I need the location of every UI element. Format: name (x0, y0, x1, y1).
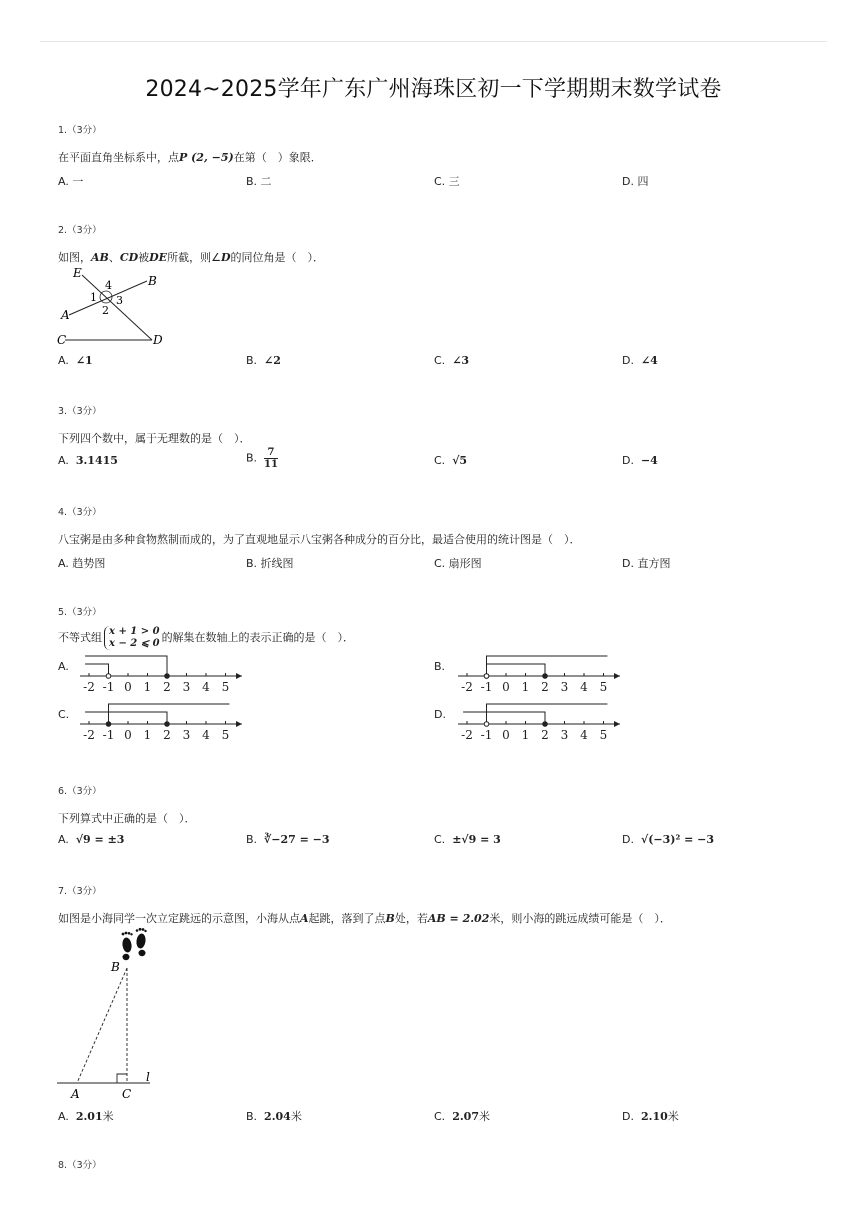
axis-tick-label: 1 (521, 680, 530, 694)
axis-tick-label: -2 (83, 728, 95, 742)
question-stem: 八宝粥是由多种食物熬制而成的，为了直观地显示八宝粥各种成分的百分比，最适合使用的统计图是（ ）． (58, 533, 581, 546)
option-c[interactable] (434, 1108, 490, 1124)
axis-tick-label: -2 (461, 728, 473, 742)
inequality-line: x + 1 > 0 (109, 626, 160, 637)
option-letter: C. (434, 1110, 446, 1123)
question-number: 1.（3分） (58, 125, 102, 136)
axis-tick-label: -2 (83, 680, 95, 694)
label-2: 2 (102, 304, 109, 317)
option-math: ±√9 = 3 (452, 833, 501, 846)
option-d[interactable] (622, 454, 658, 467)
solution-bracket (463, 712, 545, 724)
option-letter: D. (622, 833, 634, 846)
axis-tick-label: 3 (182, 680, 191, 694)
option-letter: B. (246, 354, 258, 367)
option-math: 2.07 (452, 1110, 479, 1123)
option-letter: A. (58, 833, 69, 846)
stem-text: 所截，则∠ (167, 251, 221, 264)
option-letter: C. (434, 354, 446, 367)
option-d[interactable]: D. 直方图 (622, 557, 671, 570)
solution-bracket (487, 704, 608, 724)
label-b: B (111, 960, 120, 974)
question-number: 3.（3分） (58, 406, 102, 417)
option-math: 2.01 (75, 1110, 103, 1123)
axis-arrow-icon (614, 673, 620, 679)
option-a-letter[interactable]: A. (58, 660, 69, 673)
inequality-system (104, 626, 160, 650)
fraction-denominator: 11 (264, 459, 278, 470)
solution-bracket (487, 664, 546, 676)
axis-tick-label: 2 (541, 680, 549, 694)
option-c-letter[interactable]: C. (58, 708, 70, 721)
label-a: A (61, 308, 70, 322)
axis-tick-label: 3 (560, 728, 569, 742)
option-c[interactable]: C. 三 (434, 175, 460, 188)
option-d[interactable] (622, 833, 714, 846)
number-line-b[interactable] (458, 650, 628, 698)
axis-tick-label: 4 (580, 680, 588, 694)
option-math: √9 = ±3 (75, 833, 125, 846)
math-var: CD (119, 251, 139, 264)
label-e: E (73, 266, 82, 280)
option-a[interactable]: A. 趋势图 (58, 557, 106, 570)
axis-tick-label: 5 (599, 680, 608, 694)
option-b[interactable] (246, 833, 330, 846)
unit: 米 (478, 1110, 490, 1123)
page-title: 2024~2025学年广东广州海珠区初一下学期期末数学试卷 (145, 77, 722, 102)
option-math: −4 (640, 454, 658, 467)
stem-text: 米，则小海的跳远成绩可能是（ ）． (489, 912, 671, 925)
option-d[interactable]: D. 四 (622, 175, 649, 188)
axis-tick-label: -1 (480, 728, 493, 742)
option-d[interactable] (622, 354, 658, 367)
option-math: ∠1 (75, 354, 93, 367)
axis-arrow-icon (236, 721, 242, 727)
label-1: 1 (90, 291, 97, 304)
solution-bracket (85, 656, 167, 676)
question-stem (58, 149, 322, 165)
option-math: √(−3)² = −3 (640, 833, 715, 846)
axis-tick-label: 4 (202, 728, 210, 742)
axis-tick-label: -1 (102, 680, 115, 694)
stem-text: 在第（ ）象限． (233, 151, 322, 164)
axis-tick-label: 2 (163, 680, 171, 694)
axis-tick-label: 1 (143, 680, 152, 694)
question-number: 4.（3分） (58, 507, 102, 518)
option-b[interactable]: B. 折线图 (246, 557, 294, 570)
unit: 米 (290, 1110, 302, 1123)
open-point (106, 674, 111, 679)
closed-point (543, 674, 548, 679)
axis-arrow-icon (236, 673, 242, 679)
footprints-icon (121, 928, 146, 960)
question-number: 6.（3分） (58, 786, 102, 797)
option-letter: B. (246, 451, 258, 465)
option-letter: C. (434, 454, 446, 467)
option-letter: D. (622, 1110, 634, 1123)
option-letter: A. (58, 354, 69, 367)
label-c: C (122, 1087, 132, 1101)
unit: 米 (102, 1110, 114, 1123)
fraction (264, 447, 278, 470)
label-c: C (57, 333, 67, 347)
option-d-letter[interactable]: D. (434, 708, 446, 721)
option-c[interactable] (434, 833, 501, 846)
option-b[interactable] (246, 447, 278, 470)
angle-figure (55, 263, 175, 348)
option-math: 2.04 (264, 1110, 291, 1123)
math-var: DE (149, 251, 168, 264)
option-math: ∠3 (452, 354, 470, 367)
label-l: l (146, 1070, 150, 1084)
option-math: 2.10 (640, 1110, 668, 1123)
closed-point (165, 722, 170, 727)
inequality-line: x − 2 ⩽ 0 (109, 638, 160, 649)
math-var: AB = 2.02 (427, 912, 490, 925)
number-line-d[interactable] (458, 698, 628, 746)
axis-tick-label: 5 (221, 680, 230, 694)
option-a[interactable] (58, 454, 118, 467)
option-d[interactable] (622, 1108, 679, 1124)
open-point (484, 722, 489, 727)
option-b[interactable]: B. 二 (246, 175, 272, 188)
option-a[interactable] (58, 833, 124, 846)
solution-bracket (487, 656, 608, 676)
axis-tick-label: 0 (124, 728, 132, 742)
option-math: 3.1415 (75, 454, 118, 467)
number-line-c[interactable] (80, 698, 250, 746)
option-letter: D. (622, 454, 634, 467)
fraction-numerator: 7 (267, 447, 275, 458)
axis-arrow-icon (614, 721, 620, 727)
math-var: A (300, 912, 309, 925)
stem-text: 在平面直角坐标系中，点 (58, 151, 179, 164)
option-a[interactable]: A. 一 (58, 175, 84, 188)
option-letter: D. (622, 354, 634, 367)
option-a[interactable] (58, 1108, 114, 1124)
long-jump-figure (55, 926, 165, 1101)
axis-tick-label: 4 (202, 680, 210, 694)
option-b[interactable] (246, 354, 281, 367)
stem-text: 处，若 (394, 912, 428, 925)
option-c[interactable]: C. 扇形图 (434, 557, 482, 570)
option-letter: C. (434, 833, 446, 846)
axis-tick-label: 2 (163, 728, 171, 742)
axis-tick-label: 4 (580, 728, 588, 742)
question-number: 5.（3分） (58, 607, 102, 618)
option-letter: A. (58, 454, 69, 467)
solution-bracket (109, 704, 230, 724)
label-a: A (71, 1087, 80, 1101)
unit: 米 (667, 1110, 679, 1123)
stem-text: 不等式组 (58, 631, 102, 644)
math-var: AB (91, 251, 109, 264)
stem-text: 如图， (58, 251, 91, 264)
option-b-letter[interactable]: B. (434, 660, 446, 673)
stem-text: 如图是小海同学一次立定跳远的示意图，小海从点 (58, 912, 300, 925)
axis-tick-label: 2 (541, 728, 549, 742)
solution-bracket (85, 712, 167, 724)
option-letter: B. (246, 833, 258, 846)
closed-point (165, 674, 170, 679)
axis-tick-label: 5 (599, 728, 608, 742)
question-stem (58, 626, 354, 650)
axis-tick-label: 5 (221, 728, 230, 742)
math-var: D (220, 251, 231, 264)
label-d: D (153, 333, 163, 347)
option-math: ∠4 (640, 354, 658, 367)
question-number: 2.（3分） (58, 225, 102, 236)
option-c[interactable] (434, 454, 467, 467)
axis-tick-label: -1 (102, 728, 115, 742)
question-stem: 下列四个数中，属于无理数的是（ ）． (58, 432, 251, 445)
option-math: √5 (452, 454, 468, 467)
stem-text: 、 (108, 251, 120, 264)
closed-point (543, 722, 548, 727)
label-3: 3 (116, 294, 123, 307)
stem-text: 被 (138, 251, 150, 264)
closed-point (106, 722, 111, 727)
axis-tick-label: 0 (502, 680, 510, 694)
question-stem: 下列算式中正确的是（ ）． (58, 812, 196, 825)
option-math: ∠2 (264, 354, 281, 367)
math-var: B (385, 912, 395, 925)
axis-tick-label: 0 (502, 728, 510, 742)
option-math: ∛−27 = −3 (264, 833, 330, 846)
question-number: 8.（3分） (58, 1160, 102, 1171)
axis-tick-label: 1 (143, 728, 152, 742)
axis-tick-label: 0 (124, 680, 132, 694)
math-point: P (2, −5) (179, 151, 234, 164)
option-a[interactable] (58, 354, 93, 367)
option-c[interactable] (434, 354, 469, 367)
open-point (484, 674, 489, 679)
label-4: 4 (105, 279, 112, 292)
axis-tick-label: -1 (480, 680, 493, 694)
question-number: 7.（3分） (58, 886, 102, 897)
stem-text: 的同位角是（ ）． (230, 251, 324, 264)
axis-tick-label: 3 (182, 728, 191, 742)
option-letter: A. (58, 1110, 69, 1123)
stem-text: 起跳，落到了点 (308, 912, 386, 925)
question-stem (58, 910, 671, 926)
option-b[interactable] (246, 1108, 302, 1124)
top-divider (40, 41, 827, 42)
number-line-a[interactable] (80, 650, 250, 698)
axis-tick-label: -2 (461, 680, 473, 694)
axis-tick-label: 3 (560, 680, 569, 694)
axis-tick-label: 1 (521, 728, 530, 742)
option-letter: B. (246, 1110, 258, 1123)
label-b: B (148, 274, 157, 288)
stem-text: 的解集在数轴上的表示正确的是（ ）． (161, 631, 355, 644)
